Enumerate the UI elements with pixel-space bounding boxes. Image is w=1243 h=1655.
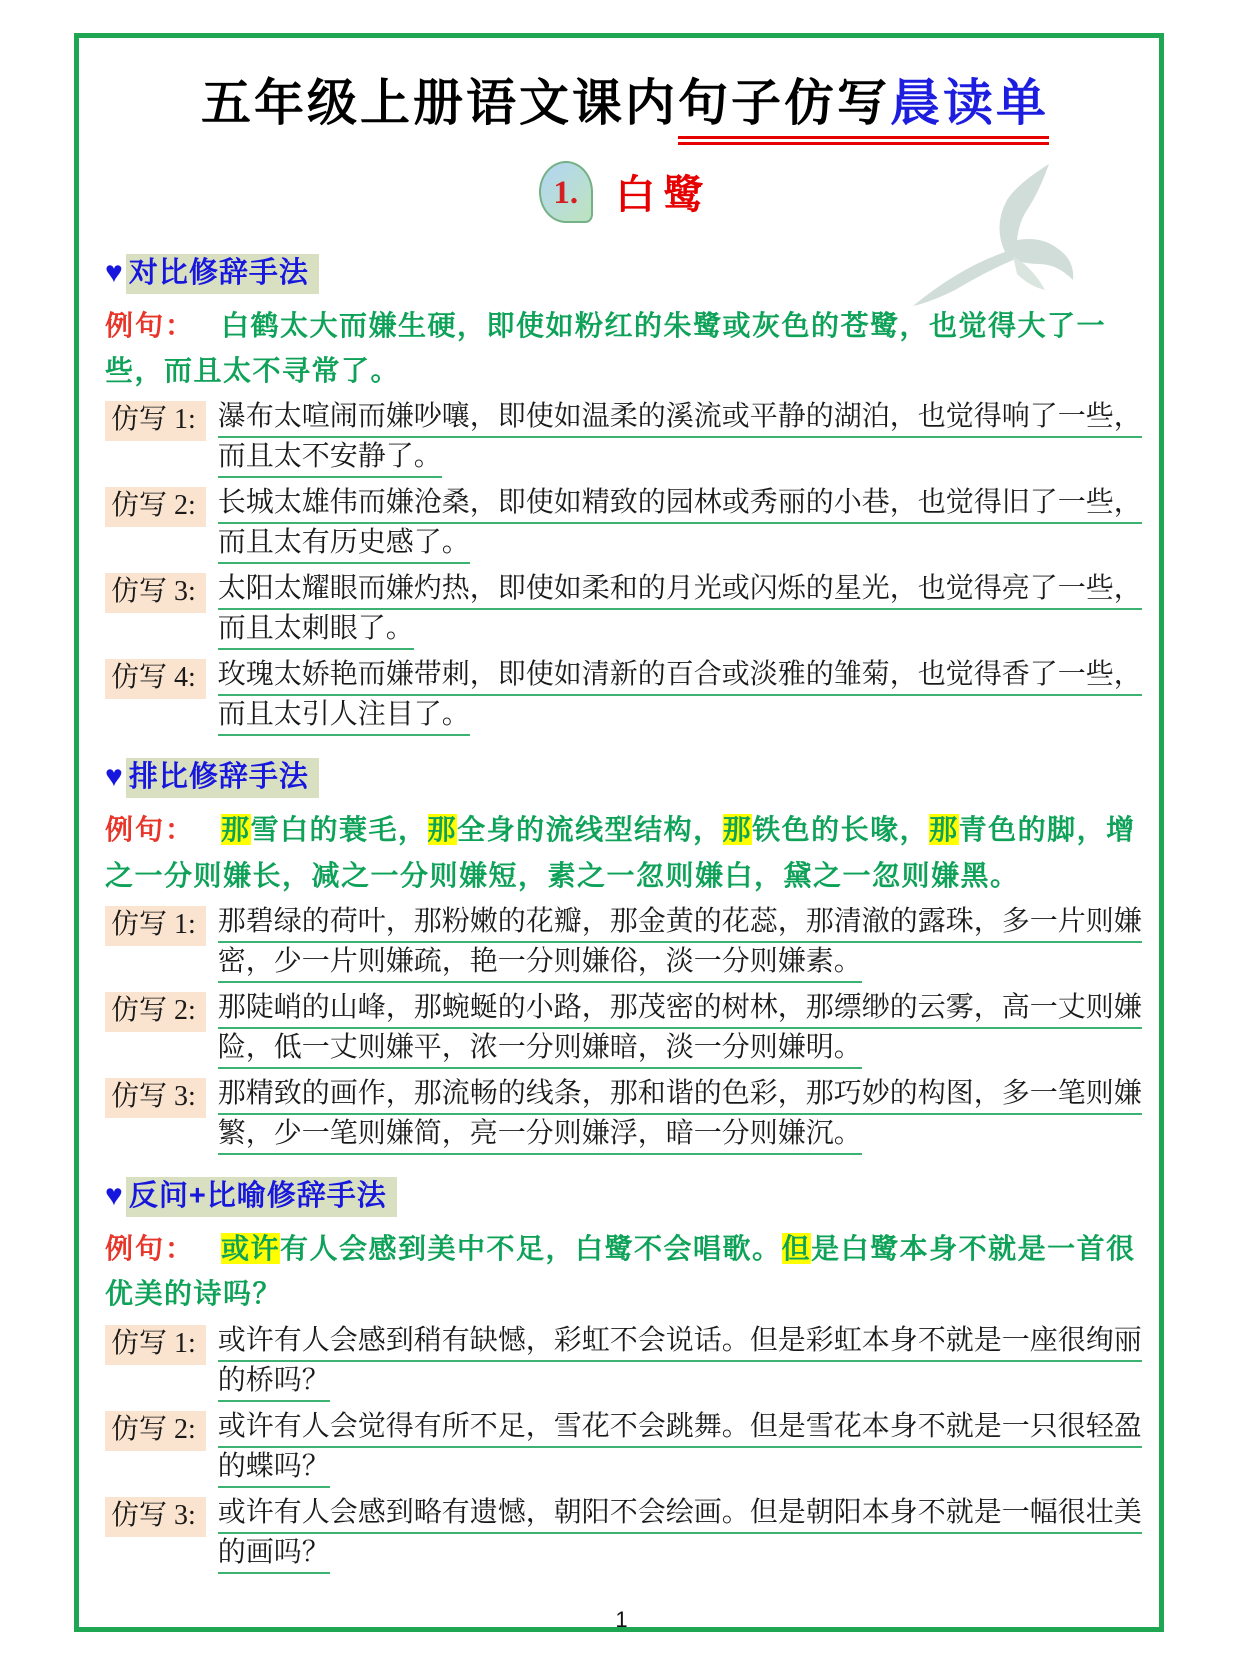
answer-line-text: 太阳太耀眼而嫌灼热，即使如柔和的月光或闪烁的星光，也觉得亮了一些， [218, 573, 1142, 610]
imitation-label: 仿写 3: [105, 573, 206, 613]
egret-bird-image [901, 156, 1111, 326]
answer-line [218, 487, 1145, 518]
answer-line-text: 那碧绿的荷叶，那粉嫩的花瓣，那金黄的花蕊，那清澈的露珠，多一片则嫌 [218, 906, 1142, 943]
answer-line [218, 659, 1145, 690]
answer-line-text: 瀑布太喧闹而嫌吵嚷，即使如温柔的溪流或平静的湖泊，也觉得响了一些， [218, 401, 1142, 438]
answer-line-text: 那陡峭的山峰，那蜿蜒的小路，那茂密的树林，那缥缈的云雾，高一丈则嫌 [218, 992, 1142, 1029]
page-title [105, 72, 1145, 145]
answer-line-text: 而且太不安静了。 [218, 441, 442, 478]
answer-line [218, 1118, 1145, 1149]
imitation-label: 仿写 1: [105, 906, 206, 946]
lesson-number-badge [539, 161, 593, 223]
imitation-label: 仿写 3: [105, 1497, 206, 1537]
example-label: 例句： [105, 814, 196, 846]
imitation-answer [218, 906, 1145, 986]
title-underlined-part [678, 72, 1049, 145]
imitation-row [105, 401, 1145, 481]
heart-icon: ♥ [105, 1178, 123, 1212]
imitation-answer [218, 573, 1145, 653]
answer-line [218, 441, 1145, 472]
answer-line [218, 527, 1145, 558]
title-underlined-blue: 晨读单 [890, 75, 1049, 131]
answer-line [218, 699, 1145, 730]
answer-line-text: 密，少一片则嫌疏，艳一分则嫌俗，淡一分则嫌素。 [218, 946, 862, 983]
title-underlined-black: 句子仿写 [678, 75, 890, 131]
page-number: 1 [615, 1607, 628, 1632]
imitation-answer [218, 487, 1145, 567]
imitation-label: 仿写 3: [105, 1078, 206, 1118]
answer-line-text: 繁，少一笔则嫌简，亮一分则嫌浮，暗一分则嫌沉。 [218, 1118, 862, 1155]
example-sentence [105, 807, 1145, 898]
section-heading [105, 1176, 1145, 1216]
imitation-row [105, 1411, 1145, 1491]
lesson-name: 白鹭 [615, 172, 712, 217]
section-paibi [105, 757, 1145, 1158]
answer-line-text: 玫瑰太娇艳而嫌带刺，即使如清新的百合或淡雅的雏菊，也觉得香了一些， [218, 659, 1142, 696]
example-text: 或许有人会感到美中不足，白鹭不会唱歌。但是白鹭本身不就是一首很优美的诗吗？ [105, 1232, 1136, 1310]
answer-line [218, 1325, 1145, 1356]
lesson-number: 1. [553, 174, 579, 211]
imitation-label: 仿写 2: [105, 1411, 206, 1451]
imitation-row [105, 906, 1145, 986]
imitation-row [105, 659, 1145, 739]
answer-line [218, 1451, 1145, 1482]
worksheet-border-frame [74, 33, 1164, 1632]
answer-line-text: 或许有人会觉得有所不足，雪花不会跳舞。但是雪花本身不就是一只很轻盈 [218, 1411, 1142, 1448]
section-fanwen-biyu [105, 1176, 1145, 1577]
imitation-answer [218, 1078, 1145, 1158]
imitation-answer [218, 992, 1145, 1072]
answer-line [218, 1078, 1145, 1109]
answer-line [218, 613, 1145, 644]
answer-line-text: 的蝶吗？ [218, 1451, 330, 1488]
imitation-answer [218, 1497, 1145, 1577]
imitation-label: 仿写 1: [105, 401, 206, 441]
imitation-label: 仿写 2: [105, 992, 206, 1032]
example-sentence [105, 1226, 1145, 1317]
section-heading [105, 757, 1145, 797]
answer-line-text: 的画吗？ [218, 1537, 330, 1574]
imitation-row [105, 1325, 1145, 1405]
answer-line-text: 或许有人会感到稍有缺憾，彩虹不会说话。但是彩虹本身不就是一座很绚丽 [218, 1325, 1142, 1362]
imitation-row [105, 487, 1145, 567]
imitation-label: 仿写 1: [105, 1325, 206, 1365]
imitation-row [105, 992, 1145, 1072]
answer-line [218, 906, 1145, 937]
answer-line [218, 946, 1145, 977]
answer-line [218, 1411, 1145, 1442]
section-heading-label: 对比修辞手法 [126, 254, 319, 294]
imitation-label: 仿写 2: [105, 487, 206, 527]
heart-icon: ♥ [105, 255, 123, 289]
title-plain-part: 五年级上册语文课内 [201, 75, 678, 131]
example-label: 例句： [105, 309, 196, 341]
answer-line-text: 险，低一丈则嫌平，浓一分则嫌暗，淡一分则嫌明。 [218, 1032, 862, 1069]
answer-line [218, 1497, 1145, 1528]
answer-line [218, 992, 1145, 1023]
imitation-answer [218, 1325, 1145, 1405]
section-heading-label: 排比修辞手法 [126, 758, 319, 798]
answer-line-text: 的桥吗？ [218, 1365, 330, 1402]
heart-icon: ♥ [105, 760, 123, 794]
answer-line [218, 1537, 1145, 1568]
answer-line-text: 而且太引人注目了。 [218, 699, 470, 736]
answer-line [218, 573, 1145, 604]
imitation-label: 仿写 4: [105, 659, 206, 699]
answer-line-text: 那精致的画作，那流畅的线条，那和谐的色彩，那巧妙的构图，多一笔则嫌 [218, 1078, 1142, 1115]
answer-line [218, 1365, 1145, 1396]
example-label: 例句： [105, 1232, 196, 1264]
imitation-answer [218, 401, 1145, 481]
imitation-answer [218, 659, 1145, 739]
imitation-row [105, 1078, 1145, 1158]
answer-line-text: 长城太雄伟而嫌沧桑，即使如精致的园林或秀丽的小巷，也觉得旧了一些， [218, 487, 1142, 524]
answer-line [218, 401, 1145, 432]
answer-line-text: 或许有人会感到略有遗憾，朝阳不会绘画。但是朝阳本身不就是一幅很壮美 [218, 1497, 1142, 1534]
example-text: 那雪白的蓑毛，那全身的流线型结构，那铁色的长喙，那青色的脚，增之一分则嫌长，减之一分则嫌短，素之一忽则嫌白，黛之一忽则嫌黑。 [105, 814, 1136, 891]
imitation-answer [218, 1411, 1145, 1491]
answer-line [218, 1032, 1145, 1063]
imitation-row [105, 573, 1145, 653]
imitation-row [105, 1497, 1145, 1577]
answer-line-text: 而且太刺眼了。 [218, 613, 414, 650]
answer-line-text: 而且太有历史感了。 [218, 527, 470, 564]
example-text: 白鹤太大而嫌生硬，即使如粉红的朱鹭或灰色的苍鹭，也觉得大了一些，而且太不寻常了。 [105, 309, 1107, 386]
worksheet-content [79, 38, 1159, 1627]
section-heading-label: 反问+比喻修辞手法 [126, 1177, 397, 1217]
